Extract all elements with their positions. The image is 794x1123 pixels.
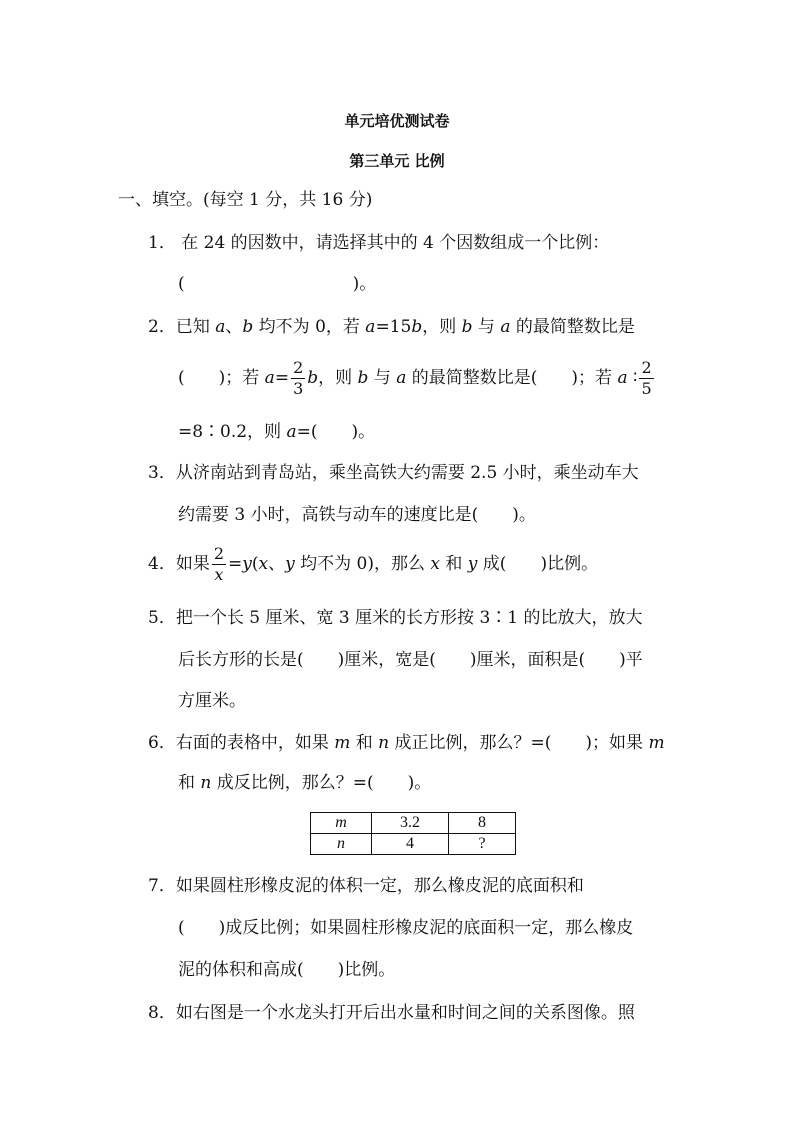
fraction-two-thirds: $\frac{2}{3}$: [293, 358, 304, 398]
m-n-value-table: [310, 812, 516, 855]
table-row-m: [311, 813, 516, 834]
table-cell: n: [311, 834, 372, 855]
question-7-line-1: 7．如果圆柱形橡皮泥的体积一定，那么橡皮泥的底面积和: [148, 876, 584, 896]
question-6-line-1: 6．右面的表格中，如果 m 和 n 成正比例，那么？=( )；如果 m: [148, 733, 665, 753]
page-title: 单元培优测试卷: [344, 112, 450, 130]
question-8-line-1: 8．如右图是一个水龙头打开后出水量和时间之间的关系图像。照: [148, 1003, 635, 1023]
table-cell: m: [311, 813, 372, 834]
table-cell: 4: [372, 834, 449, 855]
question-6-line-2: 和 n 成反比例，那么？=( )。: [178, 773, 432, 793]
blank-open: (: [178, 274, 185, 294]
question-5-line-3: 方厘米。: [178, 691, 246, 711]
table-cell: ?: [449, 834, 516, 855]
question-3-line-2: 约需要 3 小时，高铁与动车的速度比是( )。: [178, 505, 536, 525]
table-row-n: [311, 834, 516, 855]
question-5-line-1: 5．把一个长 5 厘米、宽 3 厘米的长方形按 3∶1 的比放大，放大: [148, 608, 643, 628]
blank-close: )。: [352, 274, 377, 294]
question-7-line-3: 泥的体积和高成( )比例。: [178, 960, 396, 980]
fraction-two-over-x: $\frac{2}{x}$: [213, 544, 225, 584]
question-5-line-2: 后长方形的长是( )厘米，宽是( )厘米，面积是( )平: [178, 650, 643, 670]
question-1-line-1: 1． 在 24 的因数中，请选择其中的 4 个因数组成一个比例：: [148, 233, 610, 253]
question-2-line-3: =8∶0.2，则 a=( )。: [178, 422, 376, 442]
question-2-line-1: 2．已知 a、b 均不为 0，若 a=15b，则 b 与 a 的最简整数比是: [148, 317, 635, 337]
table-cell: 8: [449, 813, 516, 834]
question-1-answer-blank: [178, 272, 376, 296]
question-3-line-1: 3．从济南站到青岛站，乘坐高铁大约需要 2.5 小时，乘坐动车大: [148, 463, 639, 483]
unit-subtitle: 第三单元 比例: [349, 152, 445, 170]
table-cell: 3.2: [372, 813, 449, 834]
question-4-line-1: 4．如果 $\frac{2}{x}$ =y(x、y 均不为 0)，那么 x 和 y 成( )比例。: [148, 544, 599, 584]
section-heading: 一、填空。(每空 1 分，共 16 分): [118, 190, 373, 210]
fraction-two-fifths: $\frac{2}{5}$: [641, 358, 652, 398]
question-2-line-2: ( )；若 a= $\frac{2}{3}$ b，则 b 与 a 的最简整数比是( )；若 a ∶ $\frac{2}{5}$: [178, 358, 652, 398]
question-7-line-2: ( )成反比例；如果圆柱形橡皮泥的底面积一定，那么橡皮: [178, 918, 634, 938]
